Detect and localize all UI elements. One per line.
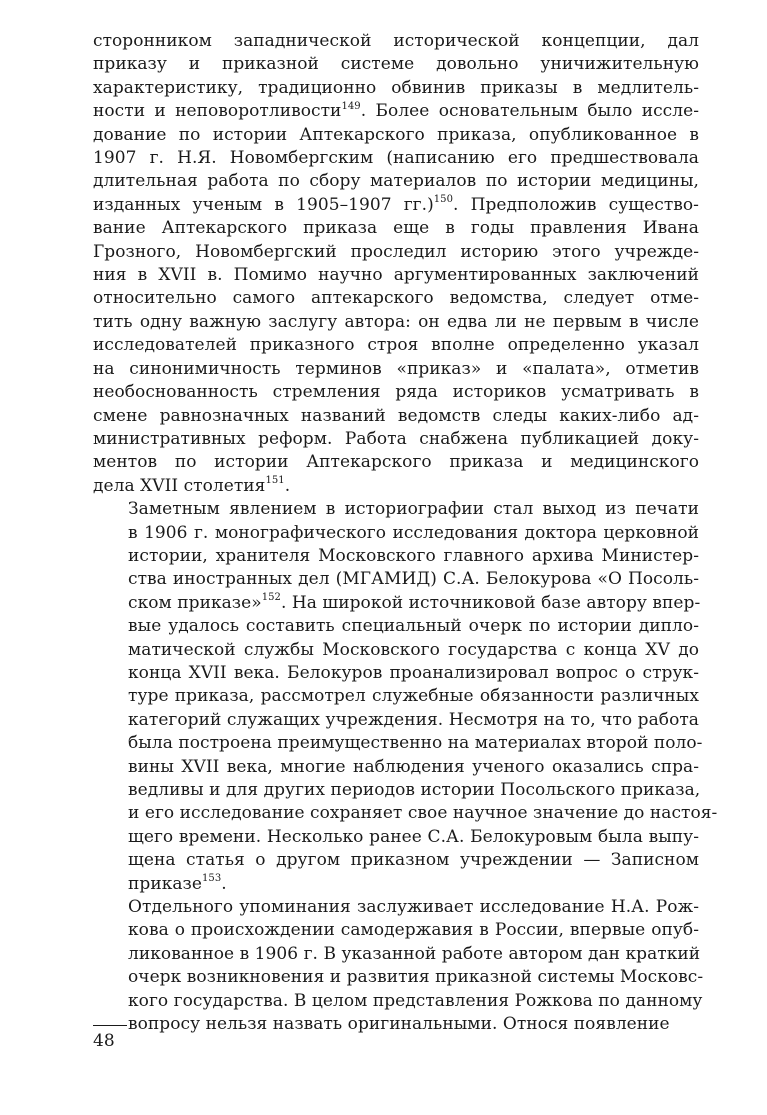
text-line: в 1906 г. монографического исследования доктора церковной — [128, 522, 699, 543]
text-line: истории, хранителя Московского главного архива Министер- — [128, 545, 699, 566]
text-line: приказе$^{153}$. — [128, 872, 227, 894]
text-line: длительная работа по сбору материалов по истории медицины, — [93, 171, 699, 192]
text-line: исследователей приказного строя вполне определенно указал — [93, 335, 699, 356]
footnote-ref[interactable]: 152 — [261, 592, 281, 604]
text-line: была построена преимущественно на материалах второй поло- — [128, 733, 703, 754]
text-line: ведливы и для других периодов истории Посольского приказа, — [128, 780, 701, 800]
text-line: ства иностранных дел (МГАМИД) С.А. Белокурова «О Посоль- — [128, 569, 699, 590]
text-line: приказу и приказной системе довольно уничижительную — [93, 54, 699, 75]
text-line: характеристику, традиционно обвинив приказы в медлитель- — [93, 77, 699, 98]
paragraph-2 — [93, 498, 718, 896]
text-line: ском приказе»$^{152}$. На широкой источниковой базе автору впер- — [128, 592, 701, 613]
text-line: вопросу нельзя назвать оригинальными. Относя появление — [128, 1014, 670, 1035]
page-number-rule — [93, 1025, 127, 1026]
text-line: смене равнозначных названий ведомств следы каких-либо ад- — [93, 405, 699, 426]
text-line: туре приказа, рассмотрел служебные обязанности различных — [128, 686, 699, 707]
text-line: вины XVII века, многие наблюдения ученого оказались спра- — [128, 756, 699, 777]
text-line: щена статья о другом приказном учреждении — Записном — [128, 850, 699, 871]
page-number: 48 — [93, 1031, 115, 1051]
text-line: кого государства. В целом представления Рожкова по данному — [128, 990, 703, 1011]
text-line: дела XVII столетия$^{151}$. — [93, 475, 291, 496]
text-line: щего времени. Несколько ранее С.А. Белокуровым была выпу- — [128, 826, 699, 847]
text-line: тить одну важную заслугу автора: он едва ли не первым в числе — [93, 311, 699, 332]
paragraph-3 — [93, 896, 704, 1036]
footnote-ref[interactable]: 151 — [265, 475, 285, 487]
text-line: ности и неповоротливости$^{149}$. Более основательным было иссле- — [93, 100, 699, 122]
paragraph-1 — [93, 30, 699, 498]
text-line: ния в XVII в. Помимо научно аргументированных заключений — [93, 265, 699, 286]
text-line: ликованное в 1906 г. В указанной работе автором дан краткий — [128, 943, 701, 964]
text-line: министративных реформ. Работа снабжена публикацией доку- — [93, 428, 699, 449]
text-line: Отдельного упоминания заслуживает исследование Н.А. Рож- — [128, 897, 699, 918]
footnote-ref[interactable]: 149 — [341, 100, 361, 112]
text-line: Заметным явлением в историографии стал выход из печати — [128, 499, 699, 520]
text-line: 1907 г. Н.Я. Новомбергским (написанию его предшествовала — [93, 148, 699, 169]
text-line: вание Аптекарского приказа еще в годы правления Ивана — [93, 218, 699, 239]
text-line: кова о происхождении самодержавия в России, впервые опуб- — [128, 920, 699, 941]
text-line: вые удалось составить специальный очерк по истории дипло- — [128, 616, 699, 637]
text-line: изданных ученым в 1905–1907 гг.)$^{150}$. Предположив существо- — [93, 194, 699, 215]
text-line: очерк возникновения и развития приказной системы Московс- — [128, 967, 704, 988]
footnote-ref[interactable]: 150 — [433, 194, 454, 206]
text-line: категорий служащих учреждения. Несмотря на то, что работа — [128, 709, 699, 730]
text-line: дование по истории Аптекарского приказа, опубликованное в — [93, 124, 699, 145]
text-line: на синонимичность терминов «приказ» и «палата», отметив — [93, 358, 699, 379]
text-line: ментов по истории Аптекарского приказа и медицинского — [93, 452, 699, 473]
text-line: Грозного, Новомбергский проследил историю этого учрежде- — [93, 241, 699, 262]
text-line: сторонником западнической исторической концепции, дал — [93, 31, 699, 51]
body-text — [93, 30, 718, 1036]
text-line: необоснованность стремления ряда историков усматривать в — [93, 382, 699, 403]
text-line: матической службы Московского государства с конца XV до — [128, 639, 699, 660]
text-line: конца XVII века. Белокуров проанализировал вопрос о струк- — [128, 662, 699, 683]
text-line: и его исследование сохраняет свое научное значение до настоя- — [128, 803, 718, 824]
footnote-ref[interactable]: 153 — [202, 872, 222, 884]
text-line: относительно самого аптекарского ведомства, следует отме- — [93, 288, 699, 309]
